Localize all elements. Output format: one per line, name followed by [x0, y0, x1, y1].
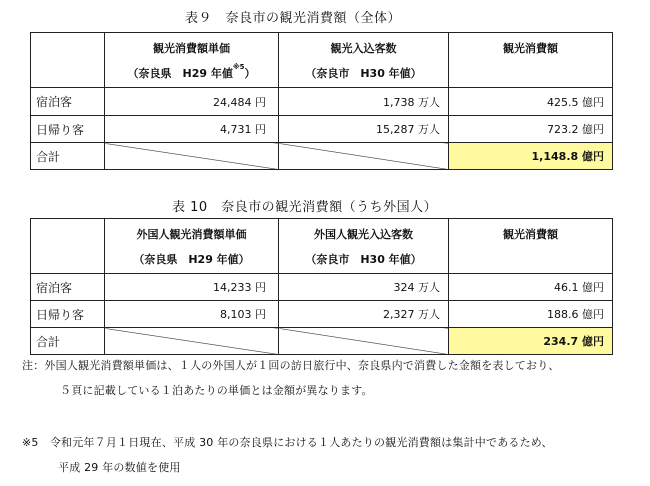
diagonal-empty-cell	[279, 143, 449, 170]
table-row	[31, 116, 613, 143]
table-row	[31, 274, 613, 301]
table9-header-blank	[31, 33, 105, 88]
footnote-ref-5: ※5	[232, 63, 245, 71]
unit-price-cell: 8,103 円	[105, 301, 279, 328]
table10-header-blank	[31, 219, 105, 274]
total-label: 合計	[31, 328, 105, 355]
row-label: 日帰り客	[31, 116, 105, 143]
total-label: 合計	[31, 143, 105, 170]
row-label: 宿泊客	[31, 88, 105, 116]
footnote-5-cont: 平成 29 年の数値を使用	[58, 461, 181, 474]
table-row-total	[31, 328, 613, 355]
visitors-cell: 15,287 万人	[279, 116, 449, 143]
table10-header-row	[31, 219, 613, 274]
unit-price-cell: 24,484 円	[105, 88, 279, 116]
visitors-cell: 324 万人	[279, 274, 449, 301]
footnote-5: ※5 令和元年７月１日現在、平成 30 年の奈良県における１人あたりの観光消費額は集計中であるため、	[22, 436, 553, 449]
table10-header-visitors: 外国人観光入込客数 （奈良市 H30 年値）	[279, 219, 449, 274]
total-consumption-cell: 1,148.8 億円	[449, 143, 613, 170]
table10-tourism-consumption-foreign	[30, 218, 613, 355]
table9-header-consumption: 観光消費額	[449, 33, 613, 88]
consumption-cell: 425.5 億円	[449, 88, 613, 116]
table9-tourism-consumption-total	[30, 32, 613, 170]
note-foreign-unit-price-cont: ５頁に記載している１泊あたりの単価とは金額が異なります。	[60, 384, 373, 397]
consumption-cell: 46.1 億円	[449, 274, 613, 301]
table10-header-unit-price: 外国人観光消費額単価 （奈良県 H29 年値）	[105, 219, 279, 274]
unit-price-cell: 14,233 円	[105, 274, 279, 301]
table-row-total	[31, 143, 613, 170]
visitors-cell: 2,327 万人	[279, 301, 449, 328]
table9-header-unit-price: 観光消費額単価 （奈良県 H29 年値$^{※5}$）	[105, 33, 279, 88]
unit-price-cell: 4,731 円	[105, 116, 279, 143]
consumption-cell: 188.6 億円	[449, 301, 613, 328]
table9-caption: 表９ 奈良市の観光消費額（全体）	[185, 11, 402, 26]
table10-caption: 表 10 奈良市の観光消費額（うち外国人）	[172, 200, 438, 215]
total-consumption-cell: 234.7 億円	[449, 328, 613, 355]
table-row	[31, 88, 613, 116]
consumption-cell: 723.2 億円	[449, 116, 613, 143]
visitors-cell: 1,738 万人	[279, 88, 449, 116]
diagonal-empty-cell	[279, 328, 449, 355]
table9-header-row	[31, 33, 613, 88]
table9-header-visitors: 観光入込客数 （奈良市 H30 年値）	[279, 33, 449, 88]
diagonal-empty-cell	[105, 328, 279, 355]
row-label: 宿泊客	[31, 274, 105, 301]
note-foreign-unit-price: 注：外国人観光消費額単価は、１人の外国人が１回の訪日旅行中、奈良県内で消費した金額を表しており、	[22, 359, 560, 372]
row-label: 日帰り客	[31, 301, 105, 328]
diagonal-empty-cell	[105, 143, 279, 170]
table10-header-consumption: 観光消費額	[449, 219, 613, 274]
table-row	[31, 301, 613, 328]
